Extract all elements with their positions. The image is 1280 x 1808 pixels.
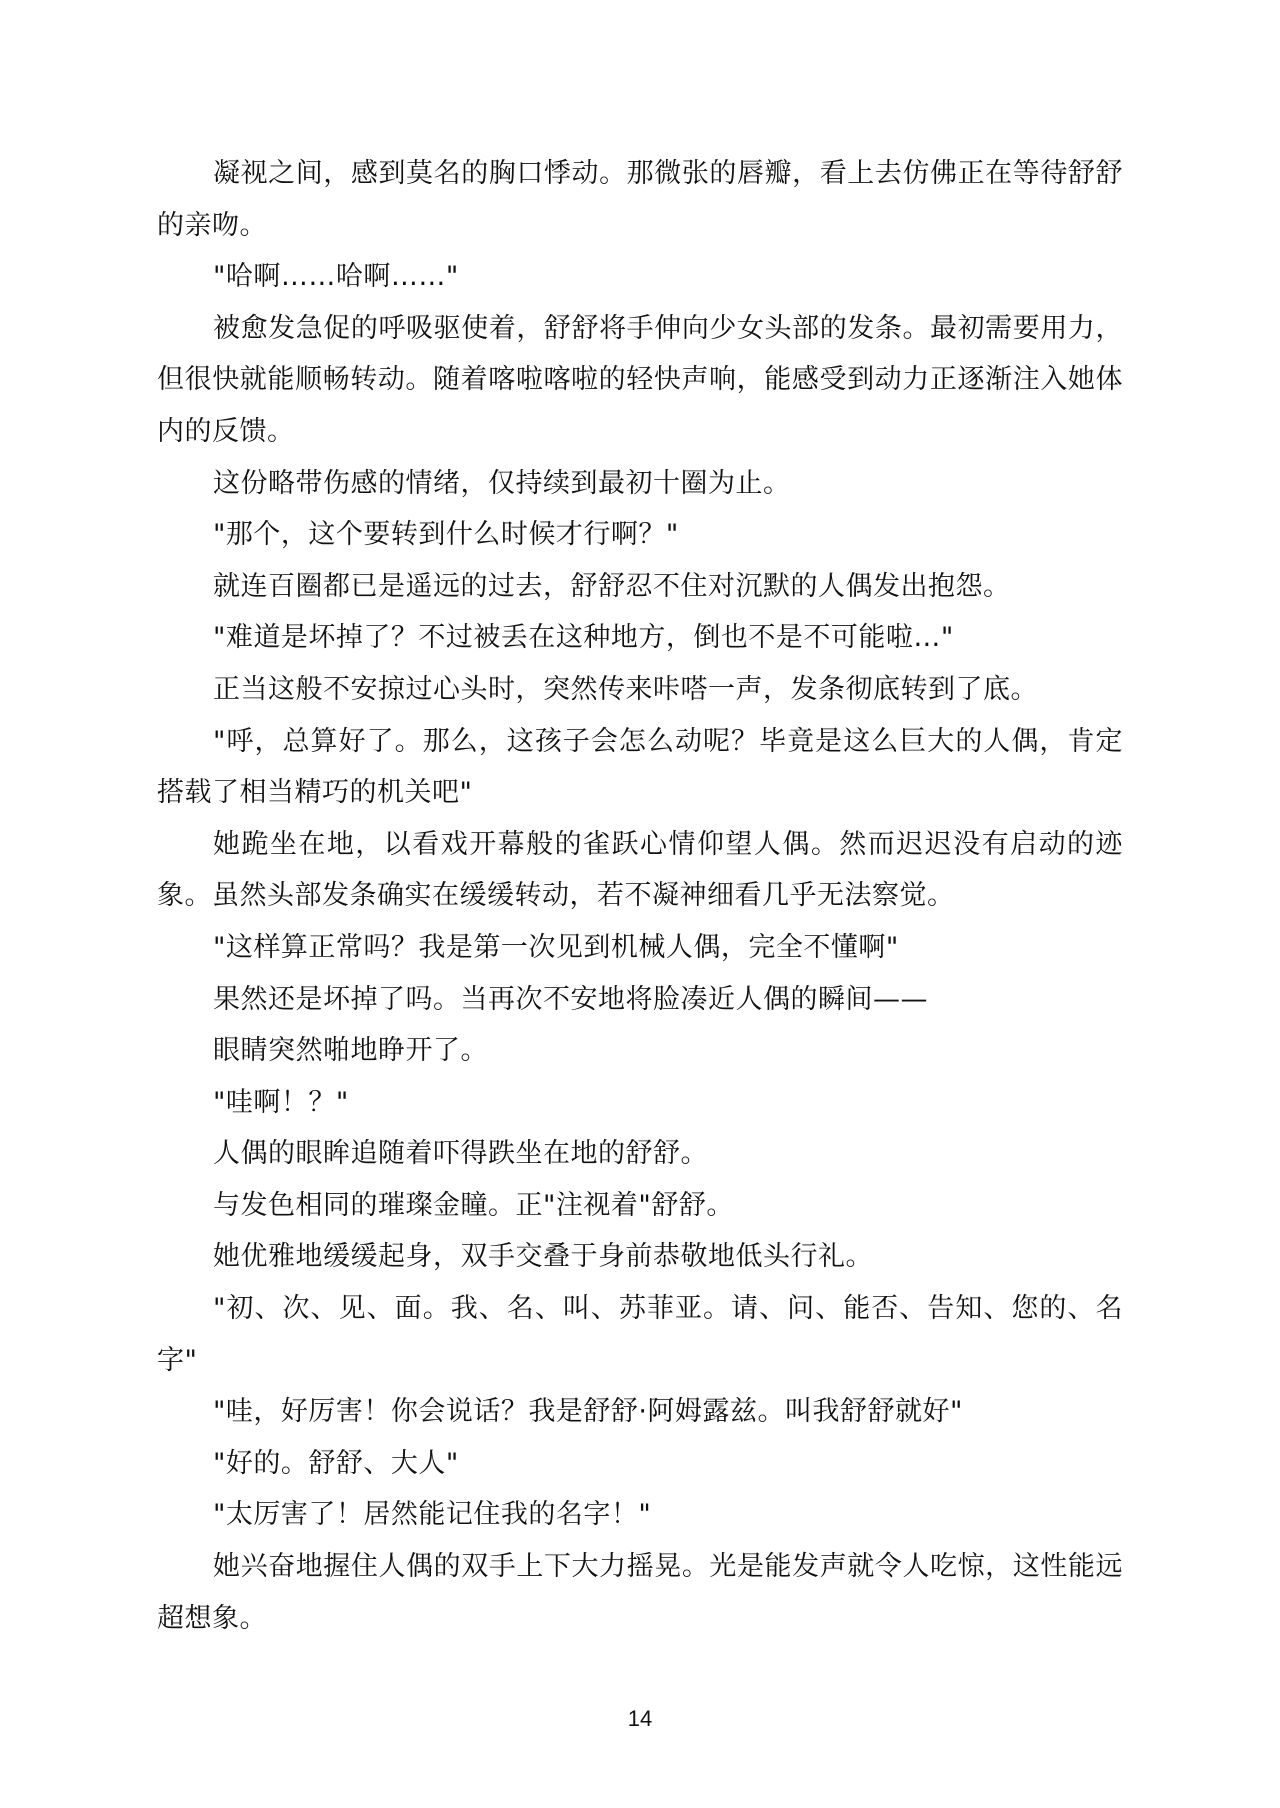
paragraph: "难道是坏掉了？不过被丢在这种地方，倒也不是不可能啦…" (213, 622, 954, 654)
paragraph: "好的。舒舒、大人" (213, 1447, 459, 1479)
paragraph: "太厉害了！居然能记住我的名字！" (213, 1499, 652, 1531)
paragraph: 就连百圈都已是遥远的过去，舒舒忍不住对沉默的人偶发出抱怨。 (213, 570, 1011, 602)
page-body (157, 148, 1123, 1644)
paragraph: 这份略带伤感的情绪，仅持续到最初十圈为止。 (213, 467, 791, 499)
paragraph: 与发色相同的璀璨金瞳。正"注视着"舒舒。 (213, 1189, 734, 1221)
paragraph: 她跪坐在地，以看戏开幕般的雀跃心情仰望人偶。然而迟迟没有启动的迹象。虽然头部发条确实在缓缓转动，若不凝神细看几乎无法察觉。 (157, 828, 1123, 912)
paragraph: "这样算正常吗？我是第一次见到机械人偶，完全不懂啊" (213, 931, 899, 963)
paragraph: 人偶的眼眸追随着吓得跌坐在地的舒舒。 (213, 1138, 708, 1170)
paragraph: 被愈发急促的呼吸驱使着，舒舒将手伸向少女头部的发条。最初需要用力，但很快就能顺畅转动。随着喀啦喀啦的轻快声响，能感受到动力正逐渐注入她体内的反馈。 (157, 312, 1123, 447)
paragraph: 眼睛突然啪地睁开了。 (213, 1035, 488, 1067)
paragraph: "哇，好厉害！你会说话？我是舒舒·阿姆露兹。叫我舒舒就好" (213, 1396, 963, 1428)
paragraph: 凝视之间，感到莫名的胸口悸动。那微张的唇瓣，看上去仿佛正在等待舒舒的亲吻。 (157, 158, 1123, 241)
paragraph: "初、次、见、面。我、名、叫、苏菲亚。请、问、能否、告知、您的、名字" (157, 1293, 1123, 1376)
paragraph: 正当这般不安掠过心头时，突然传来咔嗒一声，发条彻底转到了底。 (213, 673, 1038, 705)
paragraph: "哇啊！？" (213, 1086, 349, 1118)
paragraph: 她兴奋地握住人偶的双手上下大力摇晃。光是能发声就令人吃惊，这性能远超想象。 (157, 1551, 1123, 1634)
paragraph: "呼，总算好了。那么，这孩子会怎么动呢？毕竟是这么巨大的人偶，肯定搭载了相当精巧的机关吧" (157, 725, 1123, 809)
paragraph: "哈啊……哈啊……" (213, 261, 459, 293)
page-number: 14 (627, 1706, 653, 1731)
paragraph: 她优雅地缓缓起身，双手交叠于身前恭敬地低头行礼。 (213, 1241, 873, 1273)
paragraph: 果然还是坏掉了吗。当再次不安地将脸凑近人偶的瞬间—— (213, 983, 928, 1015)
paragraph: "那个，这个要转到什么时候才行啊？" (213, 519, 679, 551)
